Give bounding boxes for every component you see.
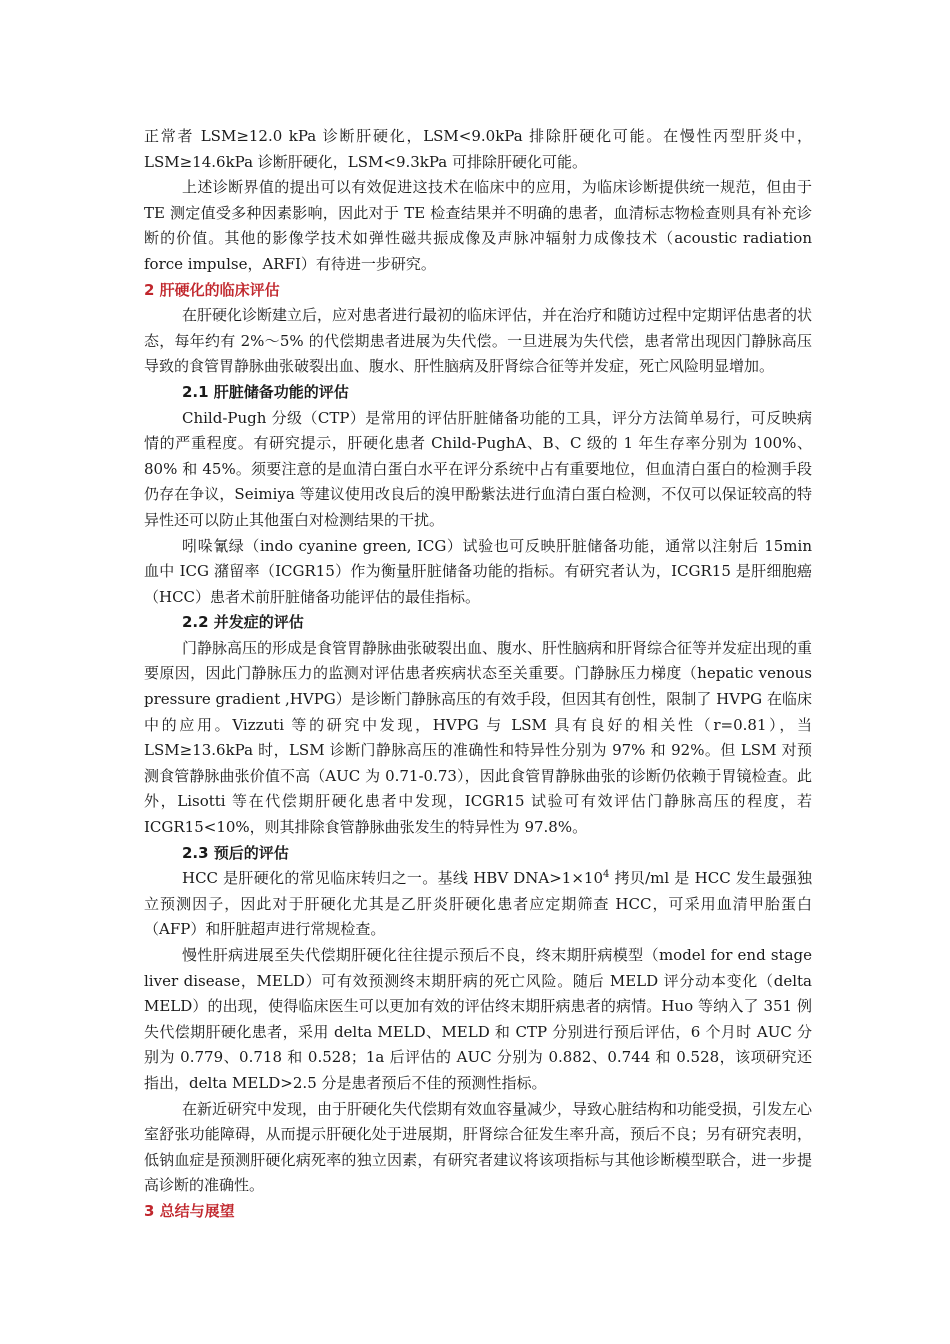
paragraph-2: 上述诊断界值的提出可以有效促进这技术在临床中的应用，为临床诊断提供统一规范，但由于 TE 测定值受多种因素影响，因此对于 TE 检查结果并不明确的患者，血清标志物检查则具有补充诊断的价值。其他的影像学技术如弹性磁共振成像及声脉冲辐射力成像技术（acoustic radiation force impulse，ARFI）有待进一步研究。 bbox=[144, 178, 812, 273]
subsection-heading-2-1: 2.1 肝脏储备功能的评估 bbox=[182, 382, 349, 401]
hcc-text-before: HCC 是肝硬化的常见临床转归之一。基线 HBV DNA>1×10 bbox=[182, 869, 603, 888]
paragraph-8: 慢性肝病进展至失代偿期肝硬化往往提示预后不良，终末期肝病模型（model for end stage liver disease，MELD）可有效预测终末期肝病的死亡风险。随后 MELD 评分动本变化（delta MELD）的出现，使得临床医生可以更加有效的评估终末期肝病患者的病情。Huo 等纳入了 351 例失代偿期肝硬化患者，采用 delta MELD、MELD 和 CTP 分别进行预后评估，6 个月时 AUC 分别为 0.779、0.718 和 0.528；1a 后评估的 AUC 分别为 0.882、0.744 和 0.528，该项研究还指出，delta MELD>2.5 分是患者预后不佳的预测性指标。 bbox=[144, 946, 812, 1092]
hcc-text-after: 拷贝/ml 是 HCC 发生最强独立预测因子，因此对于肝硬化尤其是乙肝炎肝硬化患者应定期筛查 HCC，可采用血清甲胎蛋白（AFP）和肝脏超声进行常规检查。 bbox=[144, 869, 813, 939]
paragraph-9: 在新近研究中发现，由于肝硬化失代偿期有效血容量减少，导致心脏结构和功能受损，引发左心室舒张功能障碍，从而提示肝硬化处于进展期，肝肾综合征发生率升高，预后不良；另有研究表明，低钠血症是预测肝硬化病死率的独立因素，有研究者建议将该项指标与其他诊断模型联合，进一步提高诊断的准确性。 bbox=[144, 1099, 813, 1195]
paragraph-3: 在肝硬化诊断建立后，应对患者进行最初的临床评估，并在治疗和随访过程中定期评估患者的状态，每年约有 2%～5% 的代偿期患者进展为失代偿。一旦进展为失代偿，患者常出现因门静脉高压导致的食管胃静脉曲张破裂出血、腹水、肝性脑病及肝肾综合征等并发症，死亡风险明显增加。 bbox=[144, 306, 813, 376]
section-heading-3: 3 总结与展望 bbox=[144, 1201, 235, 1220]
paragraph-7 bbox=[144, 866, 812, 943]
section-heading-2: 2 肝硬化的临床评估 bbox=[144, 280, 280, 299]
paragraph-5: 吲哚氰绿（indo cyanine green, ICG）试验也可反映肝脏储备功能，通常以注射后 15min 血中 ICG 潴留率（ICGR15）作为衡量肝脏储备功能的指标。有研究者认为，ICGR15 是肝细胞癌（HCC）患者术前肝脏储备功能评估的最佳指标。 bbox=[144, 536, 812, 606]
document-page bbox=[144, 124, 812, 1225]
paragraph-6: 门静脉高压的形成是食管胃静脉曲张破裂出血、腹水、肝性脑病和肝肾综合征等并发症出现的重要原因，因此门静脉压力的监测对评估患者疾病状态至关重要。门静脉压力梯度（hepatic venous pressure gradient ,HVPG）是诊断门静脉高压的有效手段，但因其有创性，限制了 HVPG 在临床中的应用。Vizzuti 等的研究中发现，HVPG 与 LSM 具有良好的相关性（r=0.81），当 LSM≥13.6kPa 时，LSM 诊断门静脉高压的准确性和特异性分别为 97% 和 92%。但 LSM 对预测食管静脉曲张价值不高（AUC 为 0.71-0.73），因此食管胃静脉曲张的诊断仍依赖于胃镜检查。此外，Lisotti 等在代偿期肝硬化患者中发现，ICGR15 试验可有效评估门静脉高压的程度，若 ICGR15<10%，则其排除食管静脉曲张发生的特异性为 97.8%。 bbox=[144, 638, 813, 837]
paragraph-1: 正常者 LSM≥12.0 kPa 诊断肝硬化，LSM<9.0kPa 排除肝硬化可能。在慢性丙型肝炎中，LSM≥14.6kPa 诊断肝硬化，LSM<9.3kPa 可排除肝硬化可能。 bbox=[144, 127, 812, 171]
hcc-superscript: 4 bbox=[603, 869, 610, 881]
subsection-heading-2-2: 2.2 并发症的评估 bbox=[182, 613, 304, 632]
subsection-heading-2-3: 2.3 预后的评估 bbox=[182, 843, 289, 862]
paragraph-4: Child-Pugh 分级（CTP）是常用的评估肝脏储备功能的工具，评分方法简单易行，可反映病情的严重程度。有研究提示，肝硬化患者 Child-PughA、B、C 级的 1 年生存率分别为 100%、80% 和 45%。须要注意的是血清白蛋白水平在评分系统中占有重要地位，但血清白蛋白的检测手段仍存在争议，Seimiya 等建议使用改良后的溴甲酚紫法进行血清白蛋白检测，不仅可以保证较高的特异性还可以防止其他蛋白对检测结果的干扰。 bbox=[144, 408, 812, 529]
